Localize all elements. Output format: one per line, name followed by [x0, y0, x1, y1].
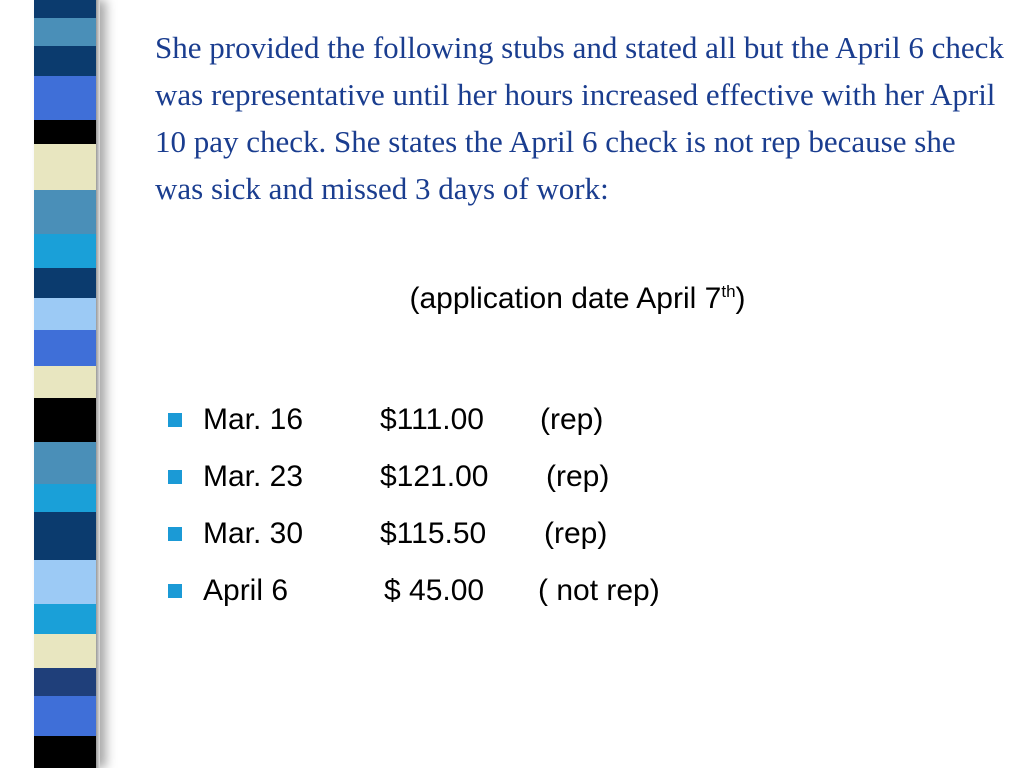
stub-date: Mar. 23 [203, 460, 304, 493]
stub-note: (rep) [544, 517, 608, 550]
stub-note: (rep) [546, 460, 610, 493]
stub-date: Mar. 16 [203, 403, 304, 436]
stripe-band [34, 634, 98, 668]
square-bullet-icon [168, 584, 182, 598]
application-date-subtitle [150, 282, 1005, 316]
stripe-band [34, 190, 98, 234]
stripe-band [34, 234, 98, 268]
stripe-band [34, 442, 98, 484]
stripe-band [34, 512, 98, 560]
stub-note: ( not rep) [538, 574, 660, 607]
stripe-band [34, 120, 98, 144]
square-bullet-icon [168, 413, 182, 427]
stripe-band [34, 268, 98, 298]
subtitle-superscript: th [721, 282, 736, 301]
stripe-band [34, 76, 98, 120]
square-bullet-icon [168, 470, 182, 484]
subtitle-text: (application date April 7 [409, 282, 722, 315]
stripe-bar-shadow [96, 0, 100, 768]
stripe-band [34, 696, 98, 736]
stub-date: April 6 [203, 574, 289, 607]
stripe-band [34, 668, 98, 696]
stub-amount: $121.00 [380, 460, 489, 493]
stub-amount: $ 45.00 [384, 574, 485, 607]
stripe-band [34, 144, 98, 190]
stub-note: (rep) [540, 403, 604, 436]
stripe-band [34, 46, 98, 76]
square-bullet-icon [168, 527, 182, 541]
subtitle-close: ) [735, 282, 746, 315]
stripe-band [34, 18, 98, 46]
slide-paragraph: She provided the following stubs and stated all but the April 6 check was representative until her hours increased effective with her April 10 pay check. She states the April 6 check is not rep because she was sick and missed 3 days of work: [155, 30, 1004, 206]
stub-amount: $115.50 [380, 517, 487, 550]
stub-date: Mar. 30 [203, 517, 304, 550]
stripe-band [34, 560, 98, 604]
stripe-band [34, 484, 98, 512]
stripe-band [34, 366, 98, 398]
stripe-band [34, 298, 98, 330]
stripe-band [34, 0, 98, 18]
stripe-band [34, 604, 98, 634]
decorative-stripe-bar [34, 0, 98, 768]
stripe-band [34, 330, 98, 366]
stub-amount: $111.00 [380, 403, 484, 436]
stripe-band [34, 736, 98, 768]
stripe-band [34, 398, 98, 442]
